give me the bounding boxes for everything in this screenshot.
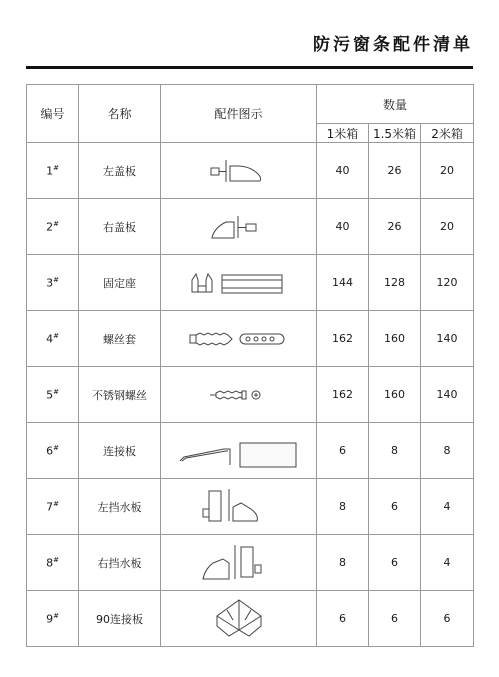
header-number: 编号 bbox=[27, 85, 79, 143]
part-number: 4# bbox=[27, 311, 79, 367]
qty-2m-box: 20 bbox=[421, 143, 474, 199]
part-name: 连接板 bbox=[79, 423, 161, 479]
part-name: 不锈钢螺丝 bbox=[79, 367, 161, 423]
part-name: 右盖板 bbox=[79, 199, 161, 255]
part-number: 3# bbox=[27, 255, 79, 311]
header-name: 名称 bbox=[79, 85, 161, 143]
part-number: 7# bbox=[27, 479, 79, 535]
steel-screw-icon bbox=[204, 378, 274, 412]
qty-2m-box: 4 bbox=[421, 535, 474, 591]
left-cover-icon bbox=[204, 154, 274, 188]
document-title: 防污窗条配件清单 bbox=[313, 35, 473, 55]
subheader-2m-box: 2米箱 bbox=[421, 124, 474, 143]
qty-2m-box: 6 bbox=[421, 591, 474, 647]
part-number: 1# bbox=[27, 143, 79, 199]
header-row bbox=[27, 85, 474, 124]
part-name: 固定座 bbox=[79, 255, 161, 311]
qty-1m-box: 40 bbox=[317, 199, 369, 255]
qty-1-5m-box: 26 bbox=[369, 199, 421, 255]
qty-1-5m-box: 6 bbox=[369, 591, 421, 647]
connecting-plate-icon bbox=[174, 431, 304, 471]
part-name: 左盖板 bbox=[79, 143, 161, 199]
qty-1m-box: 8 bbox=[317, 535, 369, 591]
qty-2m-box: 4 bbox=[421, 479, 474, 535]
parts-table bbox=[26, 84, 474, 647]
table-row bbox=[27, 143, 474, 199]
qty-1-5m-box: 6 bbox=[369, 479, 421, 535]
part-number: 9# bbox=[27, 591, 79, 647]
part-name: 螺丝套 bbox=[79, 311, 161, 367]
qty-1m-box: 6 bbox=[317, 423, 369, 479]
qty-1m-box: 144 bbox=[317, 255, 369, 311]
qty-2m-box: 120 bbox=[421, 255, 474, 311]
table-row bbox=[27, 423, 474, 479]
part-name: 90连接板 bbox=[79, 591, 161, 647]
qty-1m-box: 8 bbox=[317, 479, 369, 535]
table-row bbox=[27, 199, 474, 255]
qty-1m-box: 162 bbox=[317, 311, 369, 367]
qty-2m-box: 140 bbox=[421, 367, 474, 423]
screw-anchor-icon bbox=[184, 322, 294, 356]
subheader-1m-box: 1米箱 bbox=[317, 124, 369, 143]
qty-1m-box: 162 bbox=[317, 367, 369, 423]
qty-2m-box: 140 bbox=[421, 311, 474, 367]
qty-1m-box: 40 bbox=[317, 143, 369, 199]
table-row bbox=[27, 255, 474, 311]
qty-2m-box: 20 bbox=[421, 199, 474, 255]
qty-1-5m-box: 160 bbox=[369, 367, 421, 423]
subheader-1-5m-box: 1.5米箱 bbox=[369, 124, 421, 143]
table-row bbox=[27, 367, 474, 423]
part-name: 右挡水板 bbox=[79, 535, 161, 591]
header-image: 配件图示 bbox=[161, 85, 317, 143]
right-water-baffle-icon bbox=[199, 541, 279, 585]
part-number: 6# bbox=[27, 423, 79, 479]
part-number: 2# bbox=[27, 199, 79, 255]
table-row bbox=[27, 479, 474, 535]
qty-2m-box: 8 bbox=[421, 423, 474, 479]
qty-1-5m-box: 128 bbox=[369, 255, 421, 311]
part-number: 5# bbox=[27, 367, 79, 423]
header-quantity: 数量 bbox=[317, 85, 474, 124]
corner-connector-icon bbox=[199, 596, 279, 642]
qty-1-5m-box: 26 bbox=[369, 143, 421, 199]
table-row bbox=[27, 311, 474, 367]
qty-1-5m-box: 6 bbox=[369, 535, 421, 591]
table-row bbox=[27, 591, 474, 647]
part-number: 8# bbox=[27, 535, 79, 591]
title-divider bbox=[26, 66, 473, 69]
right-cover-icon bbox=[204, 210, 274, 244]
qty-1-5m-box: 160 bbox=[369, 311, 421, 367]
qty-1-5m-box: 8 bbox=[369, 423, 421, 479]
left-water-baffle-icon bbox=[199, 485, 279, 529]
part-name: 左挡水板 bbox=[79, 479, 161, 535]
fixing-base-icon bbox=[184, 266, 294, 300]
qty-1m-box: 6 bbox=[317, 591, 369, 647]
table-row bbox=[27, 535, 474, 591]
